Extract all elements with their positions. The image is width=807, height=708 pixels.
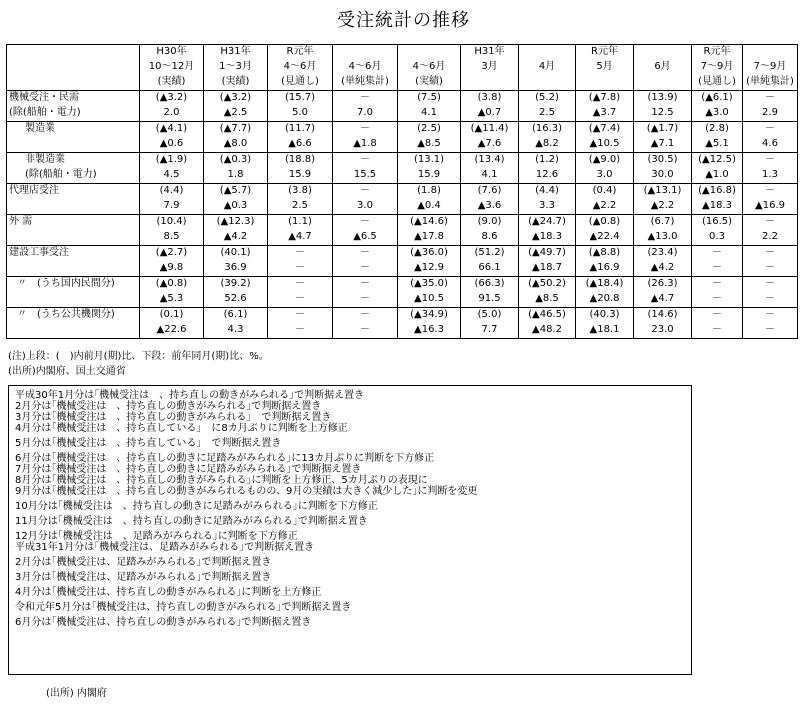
value-cell: (40.3) ▲18.1 bbox=[576, 308, 634, 339]
value-cell: － － bbox=[268, 277, 333, 308]
row-label: 機械受注・民需 (除(船舶・電力) bbox=[7, 91, 140, 122]
judgement-line: 4月分は｢機械受注は、持ち直しの動きがみられる｣に判断を上方修正 bbox=[15, 587, 322, 598]
value-cell: － － bbox=[333, 246, 398, 277]
value-cell: (7.6) ▲3.6 bbox=[461, 184, 519, 215]
value-cell: (▲3.2) 2.0 bbox=[140, 91, 204, 122]
value-cell: － － bbox=[692, 246, 743, 277]
value-cell: (▲0.8) ▲5.3 bbox=[140, 277, 204, 308]
column-header: 4～6月 (実績) bbox=[398, 45, 461, 91]
value-cell: (15.7) 5.0 bbox=[268, 91, 333, 122]
judgement-line: 12月分は｢機械受注は 、足踏みがみられる｣に判断を下方修正 bbox=[15, 531, 298, 542]
value-cell: (18.8) 15.9 bbox=[268, 153, 333, 184]
column-header: 7～9月 (単純集計) bbox=[743, 45, 798, 91]
column-header: R元年 4～6月 (見通し) bbox=[268, 45, 333, 91]
table-row bbox=[7, 277, 798, 308]
column-header: H31年 1～3月 (実績) bbox=[204, 45, 268, 91]
column-header: H30年 10～12月 (実績) bbox=[140, 45, 204, 91]
value-cell: (▲16.8) ▲18.3 bbox=[692, 184, 743, 215]
value-cell: (▲12.3) ▲4.2 bbox=[204, 215, 268, 246]
value-cell: － ▲1.8 bbox=[333, 122, 398, 153]
value-cell: (16.5) 0.3 bbox=[692, 215, 743, 246]
value-cell: (▲49.7) ▲18.7 bbox=[519, 246, 576, 277]
value-cell: (13.9) 12.5 bbox=[634, 91, 692, 122]
value-cell: (▲0.8) ▲22.4 bbox=[576, 215, 634, 246]
table-row bbox=[7, 308, 798, 339]
value-cell: (▲5.7) ▲0.3 bbox=[204, 184, 268, 215]
value-cell: － 3.0 bbox=[333, 184, 398, 215]
row-label: 建設工事受注 bbox=[7, 246, 140, 277]
value-cell: － ▲6.5 bbox=[333, 215, 398, 246]
judgement-line: 6月分は｢機械受注は、持ち直しの動きがみられる｣で判断据え置き bbox=[15, 617, 312, 628]
value-cell: (▲7.4) ▲10.5 bbox=[576, 122, 634, 153]
value-cell: (26.3) ▲4.7 bbox=[634, 277, 692, 308]
column-header: R元年 5月 bbox=[576, 45, 634, 91]
value-cell: (13.4) 4.1 bbox=[461, 153, 519, 184]
value-cell: (5.0) 7.7 bbox=[461, 308, 519, 339]
value-cell: (40.1) 36.9 bbox=[204, 246, 268, 277]
value-cell: (▲46.5) ▲48.2 bbox=[519, 308, 576, 339]
value-cell: (6.1) 4.3 bbox=[204, 308, 268, 339]
value-cell: (▲7.8) ▲3.7 bbox=[576, 91, 634, 122]
value-cell: － 15.5 bbox=[333, 153, 398, 184]
value-cell: － 2.9 bbox=[743, 91, 798, 122]
value-cell: － ▲16.9 bbox=[743, 184, 798, 215]
value-cell: － 4.6 bbox=[743, 122, 798, 153]
value-cell: (0.1) ▲22.6 bbox=[140, 308, 204, 339]
judgement-line: 6月分は｢機械受注は 、持ち直しの動きに足踏みがみられる｣に13カ月ぶりに判断を下方修正 bbox=[15, 453, 435, 464]
row-label: 非製造業 (除(船舶・電力) bbox=[7, 153, 140, 184]
value-cell: － － bbox=[743, 277, 798, 308]
column-header: 4月 bbox=[519, 45, 576, 91]
value-cell: (4.4) 3.3 bbox=[519, 184, 576, 215]
judgement-line: 5月分は｢機械受注は 、持ち直している｣ で判断据え置き bbox=[15, 438, 282, 449]
value-cell: (9.0) 8.6 bbox=[461, 215, 519, 246]
judgement-line: 11月分は｢機械受注は 、持ち直しの動きに足踏みがみられる｣で判断据え置き bbox=[15, 516, 368, 527]
value-cell: (▲50.2) ▲8.5 bbox=[519, 277, 576, 308]
value-cell: (▲18.4) ▲20.8 bbox=[576, 277, 634, 308]
row-label: 代理店受注 bbox=[7, 184, 140, 215]
value-cell: － － bbox=[268, 308, 333, 339]
judgement-line: 3月分は｢機械受注は 、持ち直しの動きがみられる｣ で判断据え置き bbox=[15, 412, 332, 423]
value-cell: (5.2) 2.5 bbox=[519, 91, 576, 122]
table-row bbox=[7, 184, 798, 215]
value-cell: (▲7.7) ▲8.0 bbox=[204, 122, 268, 153]
column-header: 6月 bbox=[634, 45, 692, 91]
value-cell: － － bbox=[333, 308, 398, 339]
value-cell: － － bbox=[692, 308, 743, 339]
value-cell: (▲14.6) ▲17.8 bbox=[398, 215, 461, 246]
table-row bbox=[7, 153, 798, 184]
value-cell: － － bbox=[692, 277, 743, 308]
value-cell: (1.1) ▲4.7 bbox=[268, 215, 333, 246]
value-cell: (▲3.2) ▲2.5 bbox=[204, 91, 268, 122]
value-cell: (11.7) ▲6.6 bbox=[268, 122, 333, 153]
value-cell: (▲35.0) ▲10.5 bbox=[398, 277, 461, 308]
value-cell: － － bbox=[743, 246, 798, 277]
judgement-line: 令和元年5月分は｢機械受注は、持ち直しの動きがみられる｣で判断据え置き bbox=[15, 602, 352, 613]
value-cell: (▲34.9) ▲16.3 bbox=[398, 308, 461, 339]
value-cell: (51.2) 66.1 bbox=[461, 246, 519, 277]
value-cell: (2.5) ▲8.5 bbox=[398, 122, 461, 153]
value-cell: (▲9.0) 3.0 bbox=[576, 153, 634, 184]
row-label: 製造業 bbox=[7, 122, 140, 153]
value-cell: (▲1.9) 4.5 bbox=[140, 153, 204, 184]
judgement-line: 平成30年1月分は｢機械受注は 、持ち直しの動きがみられる｣で判断据え置き bbox=[15, 390, 365, 401]
value-cell: (▲11.4) ▲7.6 bbox=[461, 122, 519, 153]
value-cell: (1.8) ▲0.4 bbox=[398, 184, 461, 215]
row-label: 外 需 bbox=[7, 215, 140, 246]
column-header: R元年 7～9月 (見通し) bbox=[692, 45, 743, 91]
value-cell: (2.8) ▲5.1 bbox=[692, 122, 743, 153]
table-row bbox=[7, 122, 798, 153]
value-cell: (66.3) 91.5 bbox=[461, 277, 519, 308]
table-row bbox=[7, 91, 798, 122]
judgement-line: 10月分は｢機械受注は 、持ち直しの動きに足踏みがみられる｣に判断を下方修正 bbox=[15, 501, 378, 512]
table-source: (出所)内閣府、国土交通省 bbox=[8, 366, 126, 377]
column-header: 4～6月 (単純集計) bbox=[333, 45, 398, 91]
value-cell: (10.4) 8.5 bbox=[140, 215, 204, 246]
value-cell: (14.6) 23.0 bbox=[634, 308, 692, 339]
value-cell: (▲8.8) ▲16.9 bbox=[576, 246, 634, 277]
orders-table bbox=[6, 44, 798, 339]
value-cell: (7.5) 4.1 bbox=[398, 91, 461, 122]
judgement-history-box bbox=[8, 385, 692, 675]
value-cell: － 1.3 bbox=[743, 153, 798, 184]
page-title: 受注統計の推移 bbox=[337, 10, 470, 31]
judgement-line: 9月分は｢機械受注は 、持ち直しの動きがみられるものの、9月の実績は大きく減少した｣に判断を変更 bbox=[15, 486, 478, 497]
value-cell: (▲12.5) ▲1.0 bbox=[692, 153, 743, 184]
box-source: (出所) 内閣府 bbox=[46, 688, 107, 699]
value-cell: (1.2) 12.6 bbox=[519, 153, 576, 184]
value-cell: (▲2.7) ▲9.8 bbox=[140, 246, 204, 277]
value-cell: (▲13.1) ▲2.2 bbox=[634, 184, 692, 215]
value-cell: (23.4) ▲4.2 bbox=[634, 246, 692, 277]
value-cell: (▲4.1) ▲0.6 bbox=[140, 122, 204, 153]
judgement-line: 3月分は｢機械受注は、足踏みがみられる｣で判断据え置き bbox=[15, 572, 272, 583]
row-label: 〃 (うち国内民間分) bbox=[7, 277, 140, 308]
value-cell: (6.7) ▲13.0 bbox=[634, 215, 692, 246]
value-cell: － － bbox=[333, 277, 398, 308]
value-cell: (39.2) 52.6 bbox=[204, 277, 268, 308]
value-cell: (13.1) 15.9 bbox=[398, 153, 461, 184]
judgement-line: 4月分は｢機械受注は 、持ち直している｣ に8カ月ぶりに判断を上方修正 bbox=[15, 423, 348, 434]
value-cell: － 2.2 bbox=[743, 215, 798, 246]
value-cell: (▲36.0) ▲12.9 bbox=[398, 246, 461, 277]
value-cell: － － bbox=[743, 308, 798, 339]
value-cell: (▲24.7) ▲18.3 bbox=[519, 215, 576, 246]
table-row bbox=[7, 246, 798, 277]
value-cell: (3.8) 2.5 bbox=[268, 184, 333, 215]
value-cell: (▲0.3) 1.8 bbox=[204, 153, 268, 184]
value-cell: (3.8) ▲0.7 bbox=[461, 91, 519, 122]
value-cell: (▲1.7) ▲7.1 bbox=[634, 122, 692, 153]
value-cell: (▲6.1) ▲3.0 bbox=[692, 91, 743, 122]
value-cell: (16.3) ▲8.2 bbox=[519, 122, 576, 153]
value-cell: (30.5) 30.0 bbox=[634, 153, 692, 184]
header-corner bbox=[7, 45, 140, 91]
judgement-line: 7月分は｢機械受注は 、持ち直しの動きに足踏みがみられる｣で判断据え置き bbox=[15, 464, 362, 475]
row-label: 〃 (うち公共機関分) bbox=[7, 308, 140, 339]
value-cell: (0.4) ▲2.2 bbox=[576, 184, 634, 215]
column-header: H31年 3月 bbox=[461, 45, 519, 91]
judgement-line: 平成31年1月分は｢機械受注は、足踏みがみられる｣で判断据え置き bbox=[15, 542, 315, 553]
value-cell: (4.4) 7.9 bbox=[140, 184, 204, 215]
judgement-line: 2月分は｢機械受注は 、持ち直しの動きがみられる｣で判断据え置き bbox=[15, 401, 322, 412]
value-cell: － 7.0 bbox=[333, 91, 398, 122]
value-cell: － － bbox=[268, 246, 333, 277]
table-note: (注)上段：( )内前月(期)比、下段：前年同月(期)比、%。 bbox=[8, 351, 269, 362]
judgement-line: 2月分は｢機械受注は、足踏みがみられる｣で判断据え置き bbox=[15, 557, 272, 568]
table-row bbox=[7, 215, 798, 246]
judgement-line: 8月分は｢機械受注は 、持ち直しの動きがみられる｣に判断を上方修正、5カ月ぶりの表現に bbox=[15, 475, 428, 486]
